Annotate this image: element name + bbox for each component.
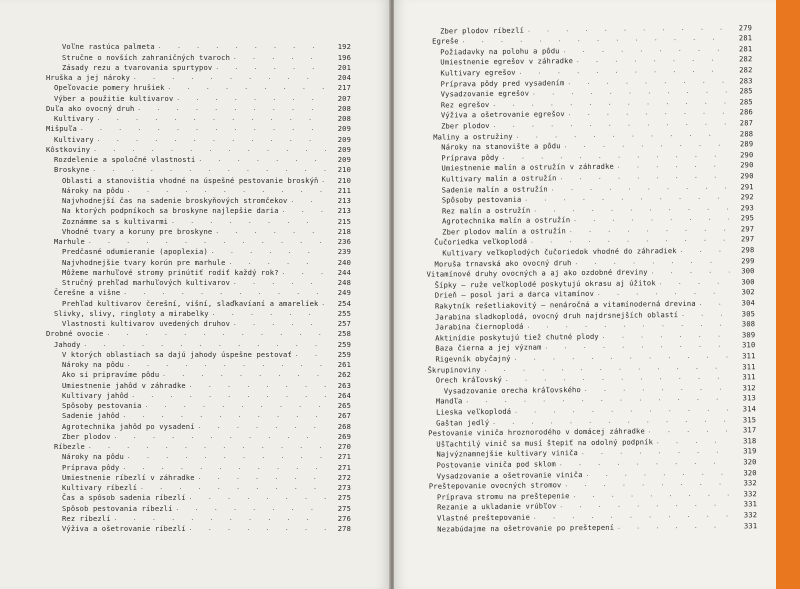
toc-entry-page-number: 312 <box>742 383 756 393</box>
toc-entry-page-number: 298 <box>741 245 755 255</box>
toc-entry-title: Kultivary <box>54 114 94 123</box>
toc-entry-page-number: 311 <box>742 351 756 361</box>
toc-entry <box>0 391 391 401</box>
toc-entry-title: Požiadavky na polohu a pôdu <box>440 46 560 57</box>
toc-entry-page-number: 289 <box>739 139 754 149</box>
toc-entry-title: Najvýznamnejšie kultivary viniča <box>436 448 578 459</box>
toc-entry-title: Egreše <box>432 36 459 46</box>
toc-entry-page-number: 297 <box>740 234 755 244</box>
toc-entry-page-number: 210 <box>337 175 351 185</box>
toc-entry-page-number: 332 <box>743 510 758 520</box>
toc-entry-title: Zásady rezu a tvarovania spurtypov <box>62 62 213 72</box>
dot-leader <box>127 186 326 196</box>
toc-entry <box>0 350 391 360</box>
dot-leader <box>80 124 326 134</box>
dot-leader <box>229 258 326 268</box>
toc-entry-page-number: 282 <box>739 65 753 75</box>
toc-entry-page-number: 331 <box>743 499 758 509</box>
toc-entry-page-number: 320 <box>743 467 757 477</box>
toc-entry <box>0 288 391 298</box>
toc-entry-title: Zber plodov ríbezlí <box>440 25 525 36</box>
dot-leader <box>127 360 326 370</box>
toc-entry-page-number: 259 <box>337 349 351 359</box>
toc-entry-title: Rakytník rešetliakovitý — nenáročná a vitamínoderná drevina <box>434 298 696 311</box>
toc-entry-page-number: 310 <box>742 340 756 350</box>
left-page <box>0 0 391 589</box>
dot-leader <box>212 309 326 319</box>
toc-entry-title: Jarabina sladkoplodá, ovocný druh najdrsnejších oblastí <box>434 309 679 322</box>
toc-entry-title: Najvhodnejšie tvary korún pre marhule <box>62 257 226 267</box>
toc-entry <box>0 421 391 431</box>
toc-entry-title: Vlastné preštepovanie <box>437 512 531 523</box>
dot-leader <box>233 53 326 63</box>
toc-entry <box>0 42 391 52</box>
toc-entry-title: Drieň — posol jari a darca vitamínov <box>434 289 595 301</box>
toc-entry-title: Mišpuľa <box>46 124 77 134</box>
toc-entry-title: Duľa ako ovocný druh <box>46 103 135 113</box>
dot-leader <box>145 401 326 411</box>
right-toc-list <box>394 22 776 534</box>
toc-entry-title: Umiestnenie egrešov v záhradke <box>440 56 574 67</box>
dot-leader <box>211 247 326 257</box>
dot-leader <box>97 135 326 145</box>
dot-leader <box>282 206 326 216</box>
dot-leader <box>97 114 326 124</box>
toc-entry-title: Stručne o novších zahraničných tvaroch <box>62 52 230 62</box>
dot-leader <box>282 268 326 278</box>
dot-leader <box>321 176 326 186</box>
toc-entry-title: Preštepovanie ovocných stromov <box>428 480 562 491</box>
toc-entry-page-number: 282 <box>739 54 753 64</box>
toc-entry-title: Spôsob pestovania ríbezlí <box>62 503 173 513</box>
toc-entry-title: Sadenie jahôd <box>62 411 120 421</box>
toc-entry-page-number: 302 <box>741 287 755 297</box>
toc-entry-page-number: 213 <box>337 196 351 205</box>
toc-entry <box>0 503 391 513</box>
toc-entry-page-number: 286 <box>739 107 753 117</box>
toc-entry <box>0 155 391 165</box>
toc-entry-title: V ktorých oblastiach sa dajú jahody úspešne pestovať <box>62 349 292 359</box>
toc-entry <box>0 411 391 421</box>
toc-entry <box>0 93 391 103</box>
toc-entry-page-number: 209 <box>337 124 351 134</box>
toc-entry-page-number: 281 <box>738 44 753 54</box>
toc-entry-page-number: 204 <box>337 73 351 82</box>
toc-entry-page-number: 308 <box>741 319 756 329</box>
toc-entry-title: Baza čierna a jej význam <box>435 342 542 353</box>
dot-leader <box>176 504 326 514</box>
dot-leader <box>295 350 326 360</box>
toc-entry <box>0 278 391 288</box>
dot-leader <box>680 246 730 257</box>
toc-entry-title: Gaštan jedlý <box>436 417 490 428</box>
toc-entry-page-number: 311 <box>742 372 756 382</box>
dot-leader <box>122 411 326 421</box>
toc-entry-title: Výživa a ošetrovanie egrešov <box>440 109 565 120</box>
toc-entry-title: Vysadzovanie egrešov <box>440 88 530 99</box>
toc-entry-page-number: 270 <box>337 442 351 451</box>
toc-entry-page-number: 258 <box>337 329 351 339</box>
toc-entry-title: Umiestnenie ríbezlí v záhradke <box>62 472 195 482</box>
dot-leader <box>215 63 326 73</box>
dot-leader <box>114 432 326 442</box>
toc-entry-page-number: 244 <box>337 267 351 277</box>
dot-leader <box>189 381 326 391</box>
dot-leader <box>93 145 326 155</box>
toc-entry-title: Mandľa <box>435 396 463 406</box>
toc-entry-title: Agrotechnika malín a ostružín <box>442 215 571 226</box>
toc-entry-page-number: 290 <box>740 171 754 181</box>
toc-entry-title: Príprava stromu na preštepenie <box>436 490 570 502</box>
toc-entry-title: Rez malín a ostružín <box>441 205 531 216</box>
toc-entry <box>0 134 391 144</box>
toc-entry-page-number: 259 <box>337 339 351 349</box>
toc-entry <box>0 442 391 452</box>
toc-entry <box>0 339 391 349</box>
toc-entry-title: Nároky na pôdu <box>62 452 124 462</box>
toc-entry-title: Ríbezle <box>54 442 85 451</box>
dot-leader <box>233 319 326 329</box>
toc-entry-page-number: 299 <box>741 255 755 266</box>
toc-entry-page-number: 255 <box>337 308 351 318</box>
toc-entry-page-number: 276 <box>337 513 351 523</box>
toc-entry-title: Rigevník obyčajný <box>435 353 511 364</box>
toc-entry-title: Výber a použitie kultivarov <box>54 93 174 103</box>
toc-entry-page-number: 273 <box>337 483 351 492</box>
toc-entry-title: Spôsoby pestovania <box>62 401 142 410</box>
toc-entry-page-number: 201 <box>337 62 351 72</box>
toc-entry <box>0 309 391 319</box>
toc-entry-page-number: 283 <box>739 75 753 85</box>
toc-entry-title: Zber plodov malín a ostružín <box>442 226 566 237</box>
toc-entry-page-number: 236 <box>337 237 351 246</box>
toc-entry-title: Čas a spôsob sadenia ríbezlí <box>62 493 186 503</box>
toc-entry-page-number: 239 <box>337 247 351 257</box>
toc-entry-page-number: 215 <box>337 216 351 226</box>
toc-entry-page-number: 285 <box>739 96 753 107</box>
toc-entry <box>0 186 391 196</box>
toc-entry-page-number: 295 <box>740 213 755 223</box>
toc-entry-title: Príprava pôdy pred vysadením <box>440 77 565 89</box>
toc-entry <box>0 52 391 62</box>
dot-leader <box>131 391 326 401</box>
toc-entry-page-number: 267 <box>337 411 351 421</box>
toc-entry-page-number: 297 <box>740 224 755 234</box>
dot-leader <box>198 473 326 483</box>
toc-entry-title: Vitamínové druhy ovocných a aj ako ozdobné dreviny <box>426 267 648 279</box>
toc-entry <box>0 63 391 73</box>
toc-entry <box>0 227 391 237</box>
dot-leader <box>133 73 326 83</box>
toc-entry-page-number: 262 <box>337 370 351 380</box>
toc-entry-title: Rozdelenie a spoločné vlastnosti <box>54 155 196 164</box>
toc-entry-title: Jahody <box>54 339 81 349</box>
toc-entry-title: Škrupinoviny <box>427 364 481 375</box>
toc-entry <box>0 462 391 472</box>
toc-entry <box>0 524 391 534</box>
toc-entry-page-number: 313 <box>742 393 756 403</box>
toc-entry-title: Marhule <box>54 237 85 246</box>
toc-entry-page-number: 240 <box>337 257 351 267</box>
toc-entry-page-number: 305 <box>741 308 756 318</box>
toc-entry <box>0 104 391 114</box>
toc-entry <box>0 237 391 247</box>
dot-leader <box>617 521 732 532</box>
toc-entry-page-number: 269 <box>337 431 351 441</box>
dot-leader <box>88 237 326 247</box>
dot-leader <box>189 524 326 534</box>
dot-leader <box>162 370 326 380</box>
toc-entry-page-number: 211 <box>337 185 351 195</box>
toc-entry-page-number: 331 <box>743 520 758 530</box>
toc-entry <box>0 473 391 483</box>
toc-entry-title: Kultivary egrešov <box>440 67 516 78</box>
toc-entry-page-number: 248 <box>337 278 351 287</box>
toc-entry <box>0 514 391 524</box>
dot-leader <box>176 94 326 104</box>
toc-entry-title: Vysadzovanie orecha kráľovského <box>443 384 581 396</box>
toc-entry <box>0 247 391 257</box>
dot-leader <box>233 278 326 288</box>
toc-entry <box>0 401 391 411</box>
toc-entry-page-number: 332 <box>743 478 757 488</box>
toc-entry <box>0 329 391 339</box>
toc-entry-page-number: 314 <box>742 404 757 414</box>
toc-entry-title: Rez ríbezlí <box>62 513 111 523</box>
toc-entry <box>0 493 391 503</box>
toc-entry-page-number: 264 <box>337 390 351 400</box>
toc-entry-title: Zoznámme sa s kultivarmi <box>62 216 169 226</box>
toc-entry-title: Ušľachtilý vinič sa musí štepiť na odolný podpník <box>436 437 654 449</box>
toc-entry-page-number: 290 <box>740 149 754 160</box>
toc-entry-title: Šípky — ruže veľkoplodé poskytujú okrasu aj úžitok <box>434 278 656 290</box>
toc-entry-page-number: 209 <box>337 155 351 164</box>
toc-entry-page-number: 278 <box>337 524 351 533</box>
toc-entry <box>0 257 391 267</box>
toc-entry-page-number: 288 <box>739 128 754 138</box>
dot-leader <box>140 483 326 493</box>
toc-entry-page-number: 261 <box>337 360 351 369</box>
toc-entry-title: Nároky na stanovište a pôdu <box>441 141 561 152</box>
toc-entry-title: Moruša trnavská ako ovocný druh <box>434 257 572 269</box>
dot-leader <box>84 340 326 350</box>
toc-entry-title: Nároky na pôdu <box>62 185 124 195</box>
toc-entry-title: Stručný prehľad marhuľových kultivarov <box>62 278 230 287</box>
toc-entry-page-number: 268 <box>337 421 351 431</box>
toc-entry-page-number: 249 <box>337 288 351 298</box>
dot-leader <box>215 227 326 237</box>
toc-entry-title: Kultivary malín a ostružín <box>441 173 557 184</box>
toc-entry <box>0 165 391 175</box>
toc-entry-page-number: 265 <box>337 401 351 410</box>
toc-entry-page-number: 300 <box>741 277 755 287</box>
toc-entry-page-number: 304 <box>741 298 755 308</box>
toc-entry <box>0 206 391 216</box>
toc-entry-title: Lieska veľkoplodá <box>435 406 512 417</box>
toc-entry <box>0 298 391 308</box>
toc-entry-title: Voľne rastúca palmeta <box>62 42 155 52</box>
dot-leader <box>321 299 326 309</box>
dot-leader <box>198 155 326 165</box>
toc-entry-title: Na ktorých podpníkoch sa broskyne najlepšie daria <box>62 206 279 216</box>
toc-entry-title: Vhodné tvary a koruny pre broskyne <box>62 226 213 236</box>
toc-entry-title: Čučoriedka veľkoplodá <box>434 237 528 248</box>
toc-entry-title: Hruška a jej nároky <box>46 73 130 82</box>
toc-entry-page-number: 218 <box>337 226 351 236</box>
toc-entry <box>0 360 391 370</box>
toc-entry <box>0 483 391 493</box>
toc-entry-title: Rezanie a ukladanie vrúbľov <box>436 501 557 512</box>
toc-entry-page-number: 315 <box>742 414 757 424</box>
toc-entry <box>0 114 391 124</box>
toc-entry-title: Kultivary <box>54 134 94 144</box>
toc-entry-page-number: 209 <box>337 144 351 154</box>
toc-entry-title: Umiestnenie malín a ostružín v záhradke <box>441 162 614 173</box>
toc-entry-title: Kultivary veľkoplodých čučoriedok vhodné do záhradiek <box>442 246 677 258</box>
toc-entry-title: Vysadzovanie a ošetrovanie viniča <box>436 469 583 481</box>
toc-entry <box>0 380 391 390</box>
toc-entry-page-number: 208 <box>337 103 351 113</box>
toc-entry-page-number: 311 <box>742 361 756 371</box>
toc-entry-title: Drobné ovocie <box>46 329 104 339</box>
dot-leader <box>198 422 326 432</box>
toc-entry-title: Výživa a ošetrovanie ríbezlí <box>62 524 186 533</box>
toc-entry-page-number: 319 <box>743 446 757 456</box>
toc-entry-title: Nezabúdajme na ošetrovanie po preštepení <box>437 522 615 534</box>
toc-entry-page-number: 257 <box>337 319 351 328</box>
toc-entry-title: Kultivary ríbezlí <box>62 483 138 492</box>
toc-entry-page-number: 271 <box>337 462 351 472</box>
dot-leader <box>699 299 730 309</box>
dot-leader <box>123 288 326 298</box>
toc-entry-title: Ako si pripravíme pôdu <box>62 370 160 380</box>
toc-entry-title: Čerešne a višne <box>54 288 121 298</box>
dot-leader <box>171 217 326 227</box>
toc-entry <box>0 268 391 278</box>
dot-leader <box>189 493 326 503</box>
toc-entry-title: Zber plodov <box>62 431 111 441</box>
dot-leader <box>114 514 326 524</box>
dot-leader <box>92 165 326 175</box>
dot-leader <box>158 42 326 52</box>
toc-entry-page-number: 287 <box>739 118 754 128</box>
toc-entry-page-number: 254 <box>337 298 351 308</box>
toc-entry-title: Umiestnenie jahôd v záhradke <box>62 380 186 390</box>
toc-entry <box>0 145 391 155</box>
dot-leader <box>137 104 326 114</box>
toc-entry-page-number: 285 <box>739 86 753 96</box>
dot-leader <box>122 463 326 473</box>
toc-entry <box>0 73 391 83</box>
toc-entry-page-number: 292 <box>740 192 754 202</box>
toc-entry-title: Oblasti a stanovištia vhodné na úspešné pestovanie broskýň <box>62 175 319 185</box>
toc-entry-page-number: 279 <box>738 22 753 32</box>
toc-entry-title: Opeľovacie pomery hrušiek <box>54 83 165 93</box>
dot-leader <box>168 83 326 93</box>
toc-entry-title: Najvhodnejší čas na sadenie broskyňových stromčekov <box>62 196 288 205</box>
toc-entry-title: Sadenie malín a ostružín <box>441 183 548 195</box>
dot-leader <box>290 196 326 206</box>
toc-entry-page-number: 332 <box>743 488 757 499</box>
toc-entry-page-number: 291 <box>740 181 754 191</box>
toc-entry-page-number: 272 <box>337 472 351 482</box>
toc-entry-page-number: 209 <box>337 134 351 144</box>
toc-entry <box>0 216 391 226</box>
toc-entry-page-number: 293 <box>740 202 754 213</box>
toc-entry <box>0 370 391 380</box>
toc-entry <box>0 175 391 185</box>
toc-entry-title: Zber plodov <box>441 120 490 131</box>
toc-entry-page-number: 207 <box>337 93 351 103</box>
dot-leader <box>127 452 326 462</box>
dot-leader <box>106 329 326 339</box>
toc-entry-title: Môžeme marhuľové stromy prinútiť rodiť každý rok? <box>62 267 279 277</box>
toc-entry-page-number: 275 <box>337 503 351 513</box>
toc-entry-page-number: 281 <box>738 33 753 43</box>
toc-entry-page-number: 300 <box>741 266 755 276</box>
toc-entry-title: Maliny a ostružiny <box>433 131 513 142</box>
toc-entry-title: Príprava pôdy <box>62 462 120 472</box>
toc-entry-page-number: 217 <box>337 83 351 93</box>
toc-entry <box>0 83 391 93</box>
toc-entry-title: Spôsoby pestovania <box>441 194 522 205</box>
toc-entry-page-number: 213 <box>337 206 351 216</box>
toc-entry <box>0 319 391 329</box>
toc-entry-page-number: 208 <box>337 114 351 123</box>
toc-entry-title: Broskyne <box>54 165 90 175</box>
toc-entry <box>0 452 391 462</box>
toc-entry-page-number: 317 <box>742 425 757 435</box>
toc-entry-page-number: 318 <box>743 435 757 446</box>
toc-entry-title: Pestovanie viniča hroznorodého v domácej záhradke <box>428 426 645 438</box>
toc-entry-page-number: 196 <box>337 52 351 62</box>
toc-entry-title: Príprava pôdy <box>441 152 499 163</box>
toc-entry-page-number: 290 <box>740 160 754 170</box>
toc-entry-title: Jarabina čiernoplodá <box>435 321 524 332</box>
toc-entry-title: Kultivary jahôd <box>62 390 129 400</box>
toc-entry-title: Prehľad kultivarov čerešní, višní, slaďkavíaní a amarelíek <box>62 298 319 308</box>
toc-entry-title: Slivky, slivy, ringloty a mirabelky <box>54 308 209 318</box>
toc-entry-page-number: 309 <box>741 330 756 340</box>
toc-entry-title: Orech kráľovský <box>435 375 503 385</box>
toc-entry-title: Agrotechnika jahôd po vysadení <box>62 421 195 431</box>
toc-entry-page-number: 263 <box>337 380 351 390</box>
toc-entry <box>0 196 391 206</box>
toc-entry-page-number: 210 <box>337 165 351 175</box>
toc-entry-title: Aktinídie poskytujú tiež chutné plody <box>435 331 599 343</box>
background-orange-edge <box>776 0 800 589</box>
toc-entry-title: Predčasné odumieranie (apoplexia) <box>62 247 208 257</box>
left-toc-list <box>0 42 391 534</box>
toc-entry-page-number: 271 <box>337 452 351 462</box>
dot-leader <box>88 442 326 452</box>
toc-entry <box>0 124 391 134</box>
toc-entry-title: Postovanie viniča pod sklom <box>436 459 557 470</box>
toc-entry-title: Vlastnosti kultivarov uvedených druhov <box>62 319 230 328</box>
toc-entry-page-number: 275 <box>337 493 351 503</box>
dot-leader <box>681 309 730 320</box>
toc-entry <box>0 432 391 442</box>
right-page <box>394 0 776 589</box>
toc-entry-title: Nároky na pôdu <box>62 360 124 369</box>
toc-entry-title: Rez egrešov <box>440 99 490 110</box>
toc-entry-page-number: 192 <box>337 42 351 52</box>
toc-entry-title: Kôstkoviny <box>46 144 91 154</box>
toc-entry-page-number: 320 <box>743 457 757 467</box>
